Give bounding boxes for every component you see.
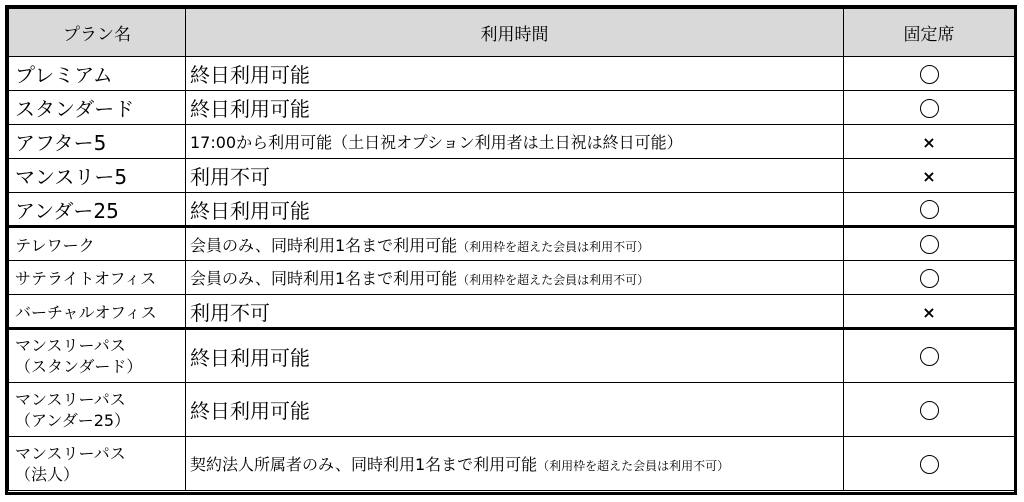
header-row [9,9,1015,57]
circle-mark-icon [920,347,939,366]
plan-name [9,383,186,437]
fixed-seat-cell [844,437,1015,491]
usage-time: 終日利用可能 [186,329,844,383]
fixed-seat-cell [844,159,1015,193]
usage-time-note: （利用枠を超えた会員は利用不可） [537,459,730,473]
circle-mark-icon [920,401,939,420]
plan-name [9,437,186,491]
plan-name-line2: （法人） [15,464,80,484]
plan-name: アフター5 [9,125,186,159]
fixed-seat-cell [844,227,1015,261]
table-row [9,383,1015,437]
plan-name: マンスリー5 [9,159,186,193]
plan-name: プレミアム [9,57,186,91]
usage-time: 終日利用可能 [186,193,844,227]
header-fixed-seat: 固定席 [844,9,1015,57]
plan-name: テレワーク [9,227,186,261]
table-row [9,329,1015,383]
table-row [9,91,1015,125]
plan-name-line2: （スタンダード） [15,357,143,376]
plan-name-line2: （アンダー25） [15,410,131,430]
plan-table-frame [5,5,1017,495]
usage-time [186,261,844,295]
usage-time: 終日利用可能 [186,383,844,437]
header-usage-time: 利用時間 [186,9,844,57]
plan-name: スタンダード [9,91,186,125]
usage-time: 17:00から利用可能（土日祝オプション利用者は土日祝は終日可能） [186,125,844,159]
fixed-seat-cell [844,329,1015,383]
usage-time [186,227,844,261]
circle-mark-icon [920,269,939,288]
usage-time [186,437,844,491]
circle-mark-icon [920,235,939,254]
usage-time-note: （利用枠を超えた会員は利用不可） [457,273,650,287]
plan-name-line1: マンスリーパス [15,443,126,463]
header-plan-name: プラン名 [9,9,186,57]
table-row [9,261,1015,295]
cross-mark-icon: × [922,302,936,322]
plan-name: サテライトオフィス [9,261,186,295]
usage-time: 終日利用可能 [186,57,844,91]
usage-time-main: 会員のみ、同時利用1名まで利用可能 [190,235,458,255]
table-row [9,227,1015,261]
fixed-seat-cell [844,125,1015,159]
usage-time-note: （利用枠を超えた会員は利用不可） [457,239,650,254]
plan-name: アンダー25 [9,193,186,227]
fixed-seat-cell [844,383,1015,437]
cross-mark-icon: × [922,133,936,152]
usage-time-main: 契約法人所属者のみ、同時利用1名まで利用可能 [190,455,538,474]
circle-mark-icon [920,455,939,474]
plan-name-line1: マンスリーパス [15,336,126,355]
plan-name-line1: マンスリーパス [15,389,126,409]
circle-mark-icon [920,99,939,118]
usage-time: 終日利用可能 [186,91,844,125]
table-row [9,193,1015,227]
circle-mark-icon [920,65,939,84]
plan-table [8,8,1015,491]
fixed-seat-cell [844,57,1015,91]
table-row [9,125,1015,159]
table-row [9,159,1015,193]
plan-name: バーチャルオフィス [9,295,186,329]
table-row [9,437,1015,491]
fixed-seat-cell [844,295,1015,329]
plan-name [9,329,186,383]
table-row [9,57,1015,91]
usage-time: 利用不可 [186,159,844,193]
cross-mark-icon: × [922,167,936,186]
usage-time: 利用不可 [186,295,844,329]
usage-time-main: 会員のみ、同時利用1名まで利用可能 [190,269,458,288]
fixed-seat-cell [844,91,1015,125]
table-row [9,295,1015,329]
fixed-seat-cell [844,261,1015,295]
fixed-seat-cell [844,193,1015,227]
circle-mark-icon [920,200,939,219]
